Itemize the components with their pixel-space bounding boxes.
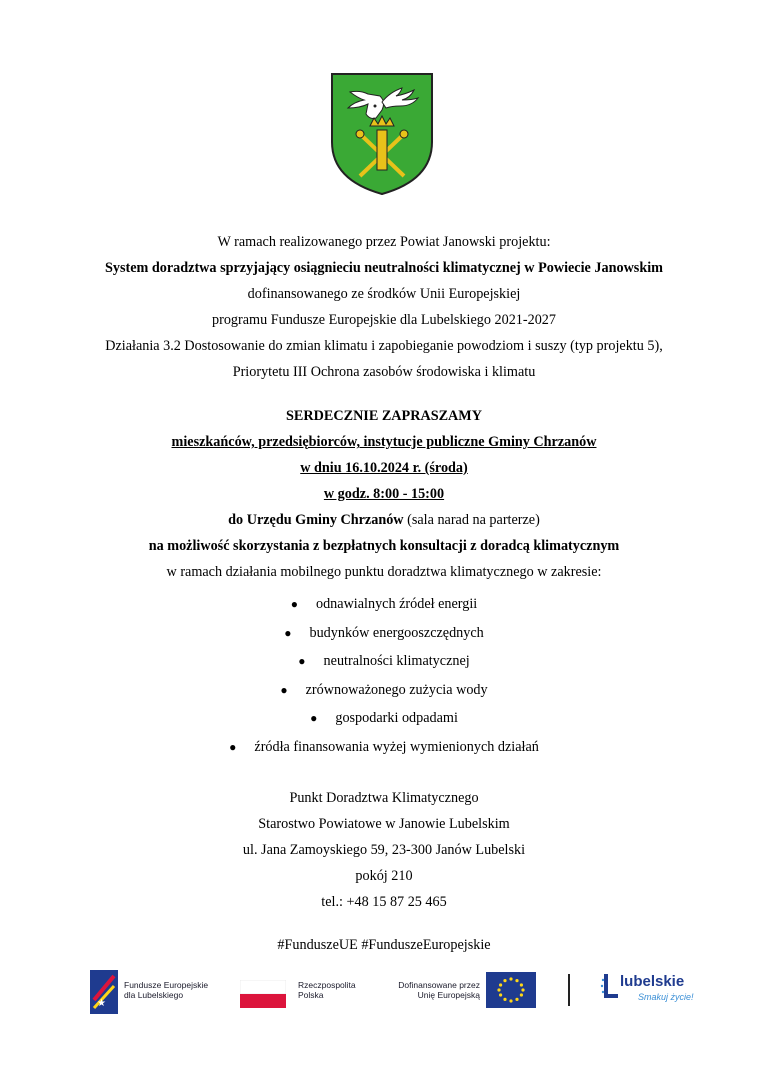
bullet-icon: ● [310,711,318,725]
contact-room: pokój 210 [355,868,413,884]
logo-divider [568,974,570,1006]
svg-text:★: ★ [97,998,106,1009]
bullet-icon: ● [290,597,298,611]
polish-flag-icon [240,980,286,1008]
priority-text: Priorytetu III Ochrona zasobów środowiska i klimatu [232,364,536,380]
funding-logos-bar [90,962,710,1022]
fe-logo-text: Fundusze Europejskie dla Lubelskiego [124,980,209,1000]
hours-value: . 8:00 - 15:00 [366,486,445,502]
contact-address: ul. Jana Zamoyskiego 59, 23-300 Janów Lubelski [242,842,526,858]
venue-name: do Urzędu Gminy Chrzanów [228,512,404,528]
scope-text: w ramach działania mobilnego punktu doradztwa klimatycznego w zakresie: [166,564,602,580]
opportunity-text: na możliwość skorzystania z bezpłatnych konsultacji z doradcą klimatycznym [148,538,620,554]
bullet-icon: ● [298,654,306,668]
venue-details: (sala narad na parterze) [403,512,540,528]
lubelskie-logo [600,972,622,1002]
cofinanced-text: dofinansowanego ze środków Unii Europejskiej [247,286,521,302]
eu-logo-text: Dofinansowane przez Unię Europejską [398,980,480,1000]
invitation-headline: SERDECZNIE ZAPRASZAMY [286,408,482,424]
intro-text: W ramach realizowanego przez Powiat Janowski projektu: [217,234,551,250]
list-item: ● budynków energooszczędnych [284,625,484,641]
lubelskie-name: lubelskie [620,973,685,990]
list-item: ● gospodarki odpadami [310,710,458,726]
program-text: programu Fundusze Europejskie dla Lubelskiego 2021-2027 [212,312,556,328]
audience-text: mieszkańców, przedsiębiorców, instytucje publiczne Gminy Chrzanów [171,434,597,450]
bullet-icon: ● [280,683,288,697]
action-text: Działania 3.2 Dostosowanie do zmian klimatu i zapobieganie powodziom i suszy (typ projektu 5), [105,338,663,354]
hours-prefix: w godz [323,486,367,502]
bullet-icon: ● [284,626,292,640]
hours-text [0,485,768,503]
contact-phone: tel.: +48 15 87 25 465 [321,894,447,910]
eu-flag-icon [486,972,536,1008]
coat-of-arms-logo [330,72,434,196]
bullet-icon: ● [229,740,237,754]
list-item: ● odnawialnych źródeł energii [290,596,478,612]
venue-text [0,511,768,529]
rp-logo-text: Rzeczpospolita Polska [298,980,356,1000]
project-title: System doradztwa sprzyjający osiągnieciu neutralności klimatycznej w Powiecie Janowskim [105,260,663,276]
list-item: ● źródła finansowania wyżej wymienionych działań [229,739,539,755]
hashtags-text: #FunduszeUE #FunduszeEuropejskie [277,937,491,953]
contact-office: Starostwo Powiatowe w Janowie Lubelskim [258,816,510,832]
contact-name: Punkt Doradztwa Klimatycznego [289,790,479,806]
list-item: ● neutralności klimatycznej [298,653,470,669]
date-text: w dniu 16.10.2024 r. (środa) [300,460,468,476]
lubelskie-tagline: Smakuj życie! [638,992,694,1002]
list-item: ● zrównoważonego zużycia wody [280,682,488,698]
fundusze-europejskie-logo [90,970,118,1014]
